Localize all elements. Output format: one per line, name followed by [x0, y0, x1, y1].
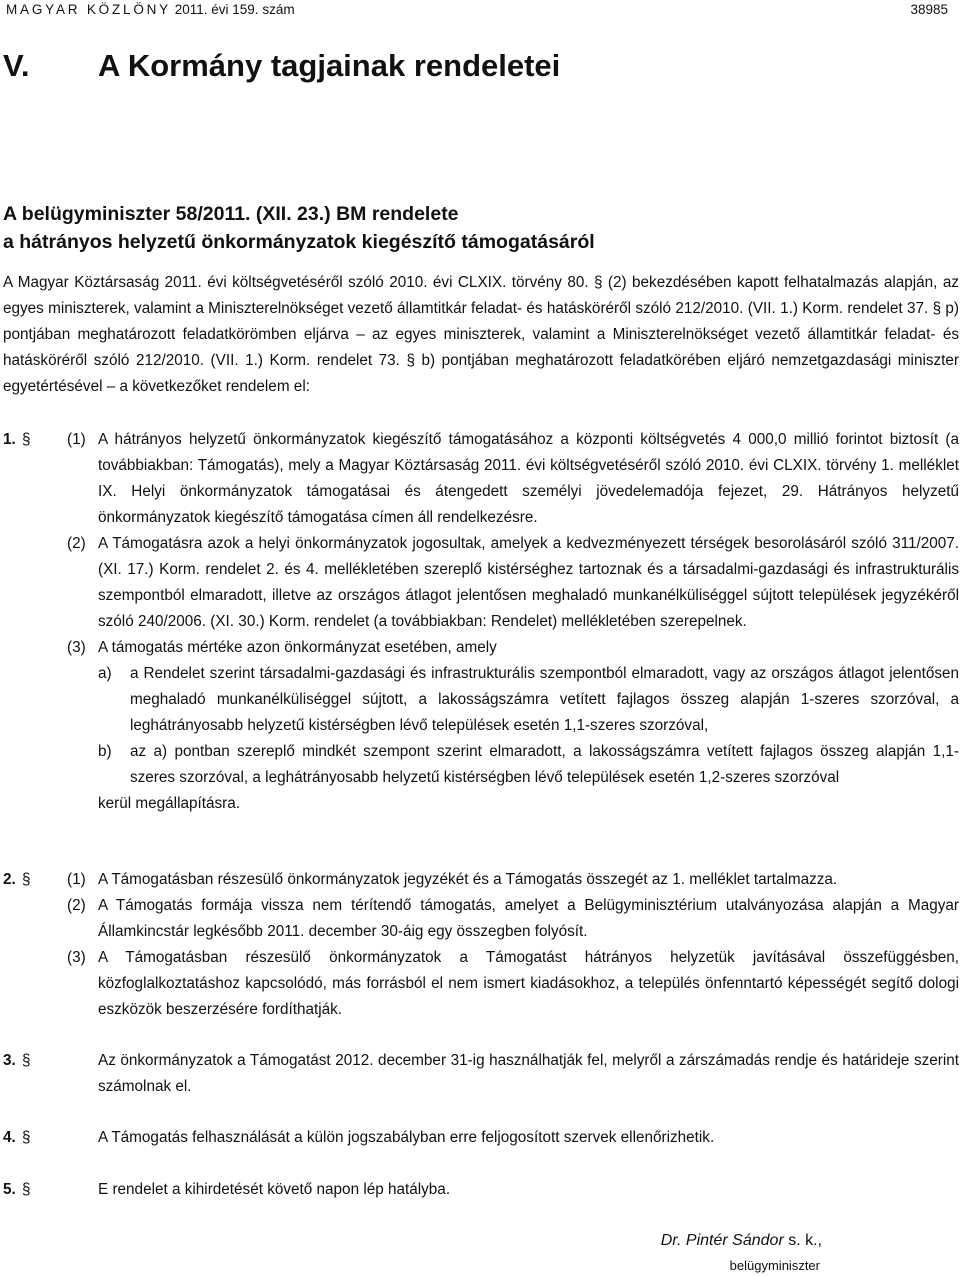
chapter-number: V.: [3, 48, 30, 83]
section-symbol: §: [22, 871, 31, 888]
list-item-a: [98, 661, 959, 739]
item-text: az a) pontban szereplő mindkét szempont szerint elmaradott, a lakosságszámra vetített fajlagos összeg alapján 1,1-szeres szorzóval, a leghátrányosabb helyzetű kistérségben lévő települések esetén 1,2-szeres szorzóval: [130, 743, 959, 786]
section-2: [3, 867, 959, 1023]
section-5: [3, 1177, 959, 1203]
paragraph-4: [98, 1125, 959, 1151]
signature: [661, 1232, 822, 1250]
paragraph-2-3: [67, 945, 959, 1023]
section-number: 2.: [3, 871, 16, 888]
issue-info: 2011. évi 159. szám: [174, 2, 295, 17]
section-1: [3, 427, 959, 817]
paragraph-1-3: [67, 635, 959, 817]
section-symbol: §: [22, 431, 31, 448]
section-number: 3.: [3, 1052, 16, 1069]
signatory-role: belügyminiszter: [729, 1258, 820, 1273]
paragraph-text: Az önkormányzatok a Támogatást 2012. december 31-ig használhatják fel, melyről a zárszámadás rendje és határideje szerint számolnak el.: [98, 1052, 959, 1095]
paragraph-text: A támogatás mértéke azon önkormányzat esetében, amely: [98, 639, 497, 656]
paragraph-3: [98, 1048, 959, 1100]
paragraph-text: A Támogatásban részesülő önkormányzatok a Támogatást hátrányos helyzetük javításával összefüggésben, közfoglalkoztatáshoz kapcsolódó, más forrásból el nem ismert kiadásokhoz, a település önfenntartó képességét segítő dologi eszközök beszerzésére fordíthatják.: [98, 949, 959, 1018]
decree-title: [3, 200, 595, 256]
signature-suffix: s. k.,: [788, 1232, 822, 1249]
item-label: a): [98, 665, 112, 682]
section-symbol: §: [22, 1129, 31, 1146]
section-4: [3, 1125, 959, 1151]
paragraph-number: (1): [67, 431, 86, 448]
list-item-b: [98, 739, 959, 791]
section-number: 5.: [3, 1181, 16, 1198]
item-label: b): [98, 743, 112, 760]
paragraph-1-1: [67, 427, 959, 531]
paragraph-number: (2): [67, 897, 86, 914]
paragraph-number: (3): [67, 639, 86, 656]
item-text: a Rendelet szerint társadalmi-gazdasági és infrastrukturális szempontból elmaradott, vagy az országos átlagot jelentősen meghaladó munkanélküliséggel sújtott, a lakosságszámra vetített fajlagos összeg alapján 1-szeres szorzóval, a leghátrányosabb helyzetű kistérségben lévő települések esetén 1,1-szeres szorzóval,: [130, 665, 959, 734]
preamble: A Magyar Köztársaság 2011. évi költségvetéséről szóló 2010. évi CLXIX. törvény 80. § (2) bekezdésében kapott felhatalmazás alapján, az egyes miniszterek, valamint a Miniszterelnökséget vezető államtitkár feladat- és hatásköréről szóló 212/2010. (VII. 1.) Korm. rendelet 37. § p) pontjában meghatározott feladatkörömben eljárva – az egyes miniszterek, valamint a Miniszterelnökséget vezető államtitkár feladat- és hatásköréről szóló 212/2010. (VII. 1.) Korm. rendelet 73. § b) pontjában meghatározott feladatkörében eljáró nemzetgazdasági miniszter egyetértésével – a következőket rendelem el:: [3, 274, 959, 395]
paragraph-text: A Támogatás formája vissza nem térítendő támogatás, amelyet a Belügyminisztérium utalványozása alapján a Magyar Államkincstár legkésőbb 2011. december 30-áig egy összegben folyósít.: [98, 897, 959, 940]
paragraph-text: A Támogatásra azok a helyi önkormányzatok jogosultak, amelyek a kedvezményezett térségek besorolásáról szóló 311/2007. (XI. 17.) Korm. rendelet 2. és 4. mellékletében szereplő kistérséghez tartoznak és a társadalmi-gazdasági és infrastrukturális szempontból elmaradott, illetve az országos átlagot jelentősen meghaladó munkanélküliséggel sújtott települések jegyzékéről szóló 240/2006. (XI. 30.) Korm. rendelet (a továbbiakban: Rendelet) mellékletében szerepelnek.: [98, 535, 959, 630]
paragraph-text: A hátrányos helyzetű önkormányzatok kiegészítő támogatásához a központi költségvetés 4 000,0 millió forintot biztosít (a továbbiakban: Támogatás), mely a Magyar Köztársaság 2011. évi költségvetéséről szóló 2010. évi CLXIX. törvény 1. melléklet IX. Helyi önkormányzatok támogatásai és átengedett személyi jövedelemadója fejezet, 29. Hátrányos helyzetű önkormányzatok kiegészítő támogatása címen áll rendelkezésre.: [98, 431, 959, 526]
page-number: 38985: [910, 2, 948, 17]
section-3: [3, 1048, 959, 1100]
paragraph-number: (1): [67, 871, 86, 888]
paragraph-text: A Támogatásban részesülő önkormányzatok jegyzékét és a Támogatás összegét az 1. melléklet tartalmazza.: [98, 871, 838, 888]
paragraph-5: [98, 1177, 959, 1203]
signatory-name: Dr. Pintér Sándor: [660, 1232, 784, 1249]
chapter-title: A Kormány tagjainak rendeletei: [98, 48, 561, 83]
paragraph-number: (2): [67, 535, 86, 552]
paragraph-number: (3): [67, 949, 86, 966]
decree-title-line-2: a hátrányos helyzetű önkormányzatok kiegészítő támogatásáról: [3, 231, 595, 253]
paragraph-2-2: [67, 893, 959, 945]
section-symbol: §: [22, 1052, 31, 1069]
section-symbol: §: [22, 1181, 31, 1198]
page-header: [6, 2, 948, 22]
decree-title-line-1: A belügyminiszter 58/2011. (XII. 23.) BM rendelete: [3, 203, 459, 225]
paragraph-2-1: [67, 867, 959, 893]
section-number: 1.: [3, 431, 16, 448]
journal-name: MAGYAR KÖZLÖNY: [6, 2, 171, 17]
paragraph-trailing-text: kerül megállapításra.: [98, 795, 240, 812]
paragraph-1-2: [67, 531, 959, 635]
header-left: [6, 2, 295, 17]
chapter-heading: [3, 48, 560, 84]
section-number: 4.: [3, 1129, 16, 1146]
paragraph-text: A Támogatás felhasználását a külön jogszabályban erre feljogosított szervek ellenőrizhetik.: [98, 1129, 715, 1146]
paragraph-text: E rendelet a kihirdetését követő napon lép hatályba.: [98, 1181, 451, 1198]
